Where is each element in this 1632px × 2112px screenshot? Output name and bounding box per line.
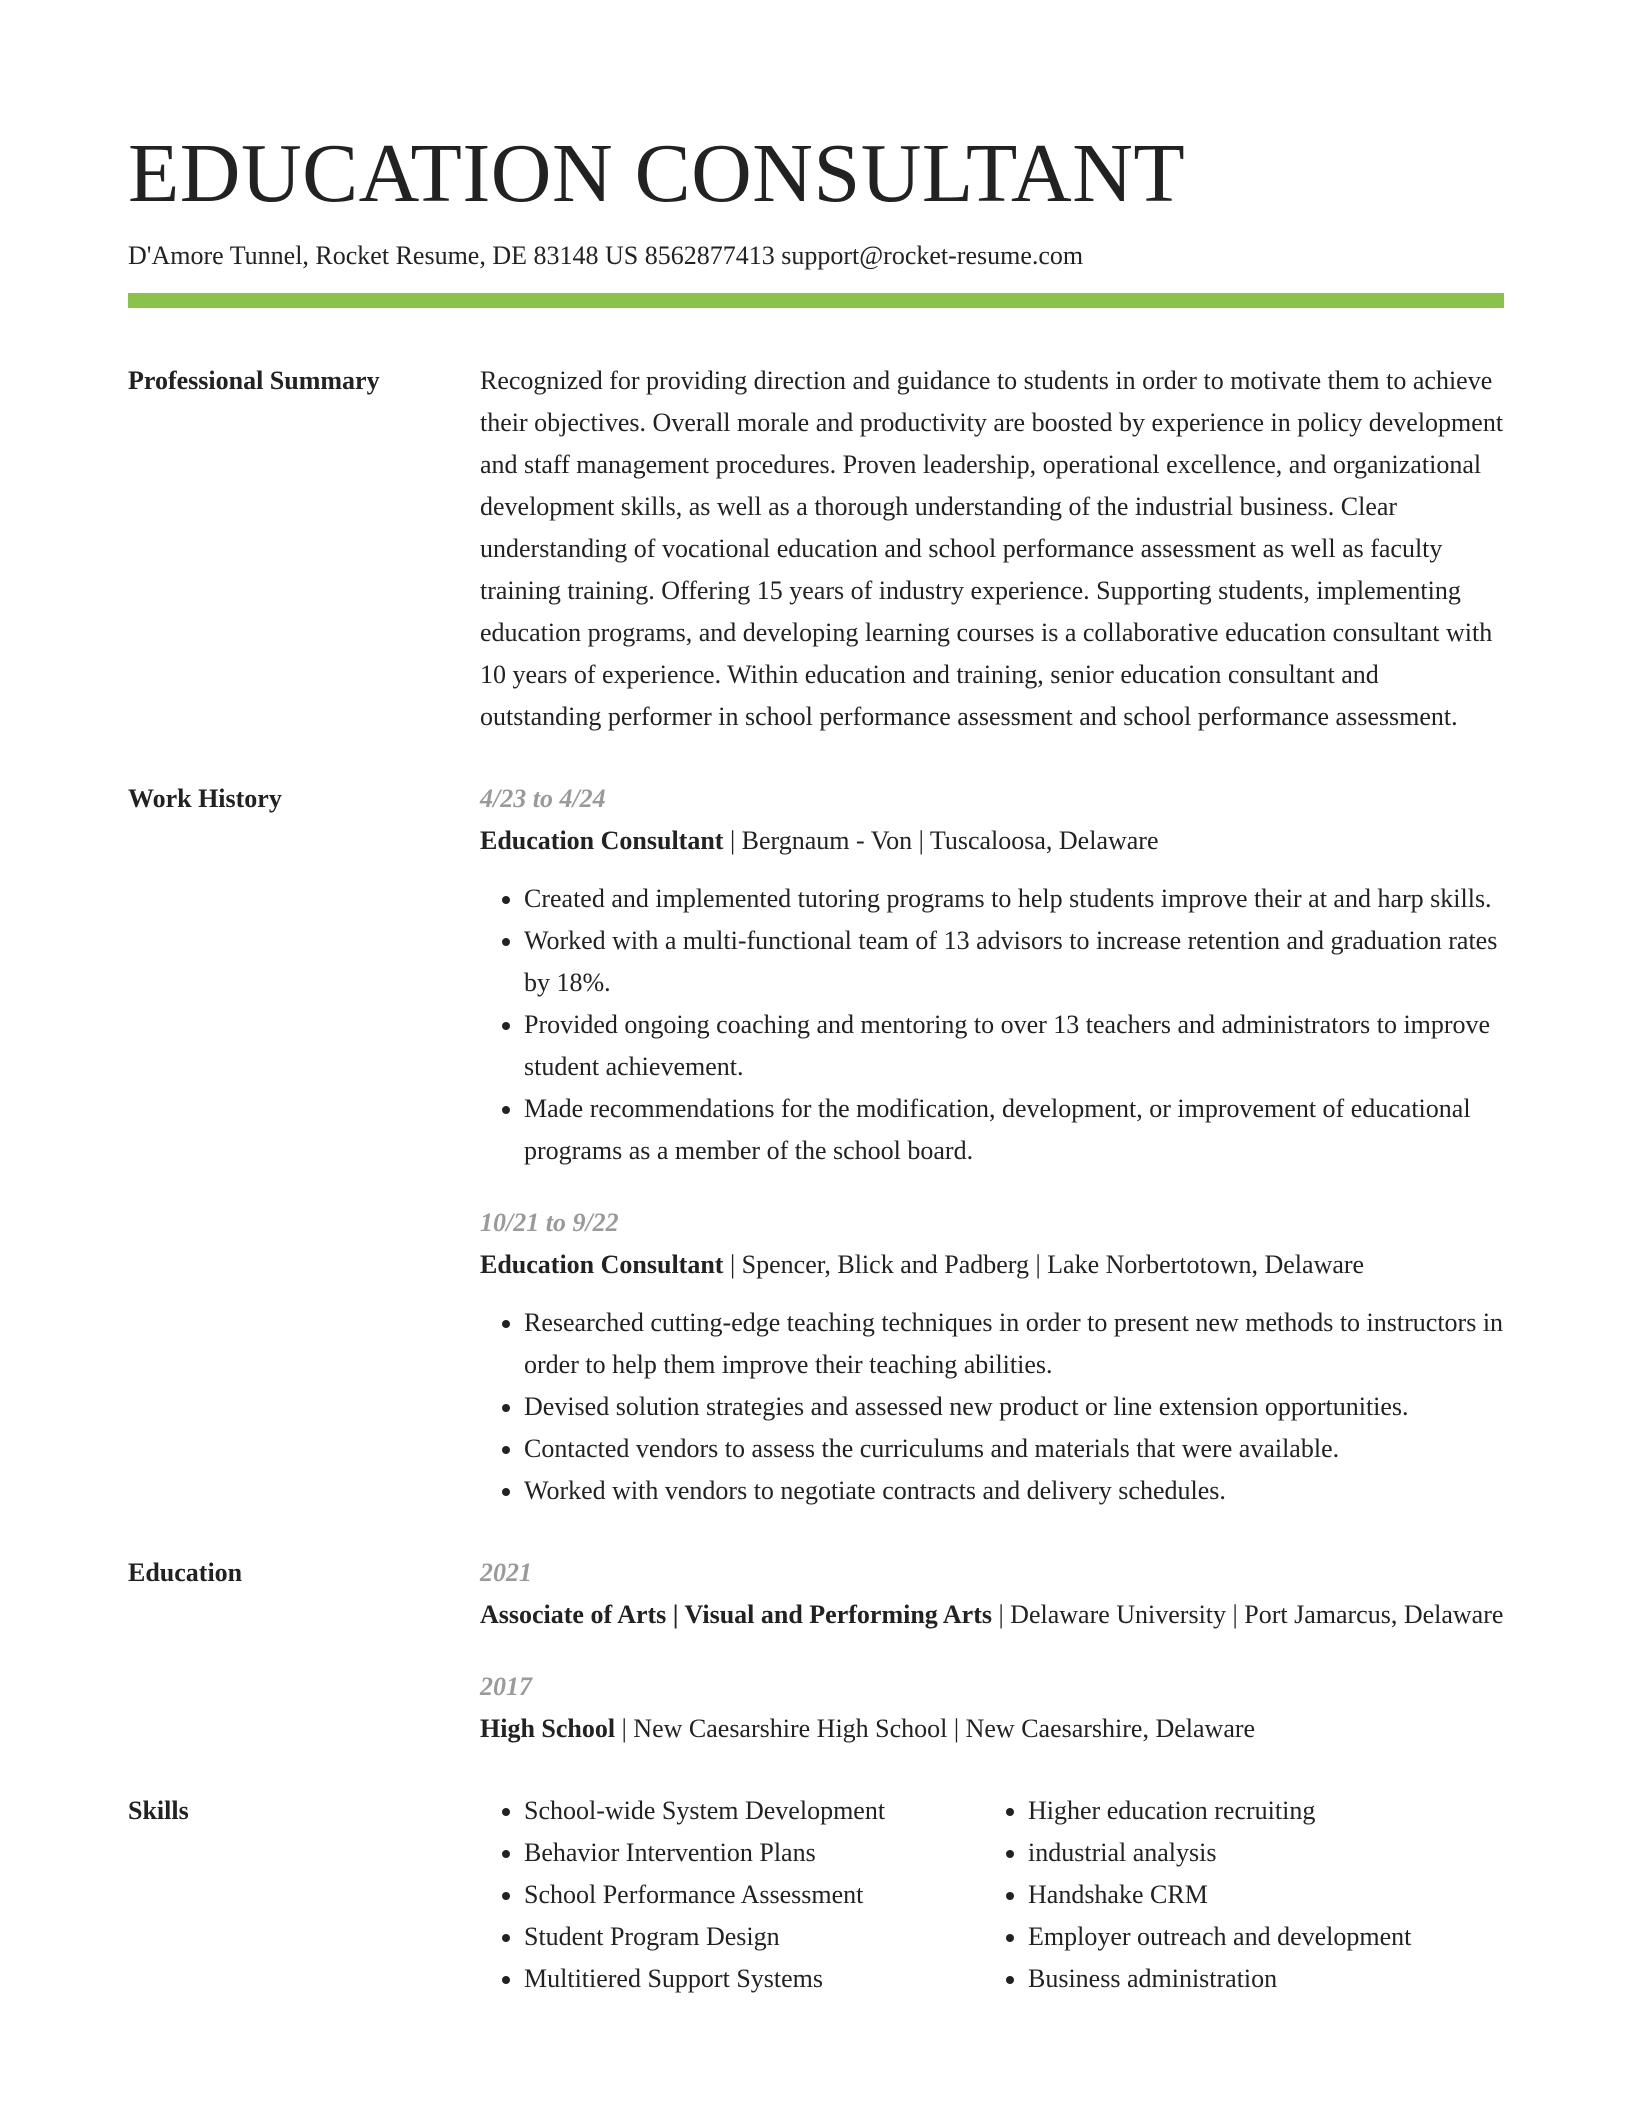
job-entry bbox=[480, 1202, 1504, 1512]
summary-title: Professional Summary bbox=[128, 366, 380, 396]
education-date: 2021 bbox=[480, 1558, 532, 1588]
skill-item: • Higher education recruiting bbox=[1028, 1790, 1528, 1832]
skill-item: • Multitiered Support Systems bbox=[524, 1958, 984, 2000]
education-date: 2017 bbox=[480, 1672, 532, 1702]
resume-page bbox=[128, 118, 1504, 2000]
job-date: 4/23 to 4/24 bbox=[480, 784, 606, 814]
job-heading bbox=[480, 1244, 1504, 1286]
summary-text: Recognized for providing direction and guidance to students in order to motivate them to achieve their objectives. Overall morale and productivity are boosted by experience in policy development and staff management procedures. Proven leadership, operational excellence, and organizational development skills, as well as a thorough understanding of the industrial business. Clear understanding of vocational education and school performance assessment as well as faculty training training. Offering 15 years of industry experience. Supporting students, implementing education programs, and developing learning courses is a collaborative education consultant with 10 years of experience. Within education and training, senior education consultant and outstanding performer in school performance assessment and school performance assessment. bbox=[480, 366, 1504, 732]
education-degree: High School bbox=[480, 1714, 616, 1744]
skills-body bbox=[480, 1790, 1528, 2000]
job-bullets bbox=[480, 1302, 1504, 1512]
skill-item: • Business administration bbox=[1028, 1958, 1528, 2000]
job-bullets bbox=[480, 878, 1504, 1172]
summary-body bbox=[480, 360, 1504, 738]
skill-item: • School-wide System Development bbox=[524, 1790, 984, 1832]
job-date: 10/21 to 9/22 bbox=[480, 1208, 619, 1238]
summary-section bbox=[128, 360, 1504, 738]
job-heading bbox=[480, 820, 1504, 862]
skills-section bbox=[128, 1790, 1504, 2000]
job-bullet: • Worked with a multi-functional team of 13 advisors to increase retention and graduation rates by 18%. bbox=[524, 920, 1504, 1004]
job-bullet: • Contacted vendors to assess the curriculums and materials that were available. bbox=[524, 1428, 1504, 1470]
job-title: Education Consultant bbox=[480, 826, 724, 856]
job-title: Education Consultant bbox=[480, 1250, 724, 1280]
education-details: | New Caesarshire High School | New Caesarshire, Delaware bbox=[615, 1714, 1256, 1744]
job-entry bbox=[480, 778, 1504, 1172]
work-history-body bbox=[480, 778, 1504, 1512]
education-body bbox=[480, 1552, 1504, 1750]
skill-item: • industrial analysis bbox=[1028, 1832, 1528, 1874]
skills-list-right bbox=[984, 1790, 1528, 2000]
education-section bbox=[128, 1552, 1504, 1750]
education-title: Education bbox=[128, 1558, 243, 1588]
work-history-section bbox=[128, 778, 1504, 1512]
job-bullet: • Created and implemented tutoring programs to help students improve their at and harp skills. bbox=[524, 878, 1504, 920]
skill-item: • Student Program Design bbox=[524, 1916, 984, 1958]
skills-list-left bbox=[480, 1790, 984, 2000]
job-details: | Spencer, Blick and Padberg | Lake Norbertotown, Delaware bbox=[723, 1250, 1365, 1280]
job-bullet: • Devised solution strategies and assessed new product or line extension opportunities. bbox=[524, 1386, 1504, 1428]
education-heading bbox=[480, 1594, 1504, 1636]
education-heading bbox=[480, 1708, 1504, 1750]
education-details: | Delaware University | Port Jamarcus, Delaware bbox=[991, 1600, 1504, 1630]
resume-name: EDUCATION CONSULTANT bbox=[128, 127, 1186, 220]
skills-title: Skills bbox=[128, 1796, 189, 1826]
job-bullet: • Worked with vendors to negotiate contracts and delivery schedules. bbox=[524, 1470, 1504, 1512]
education-entry bbox=[480, 1666, 1504, 1750]
education-degree: Associate of Arts | Visual and Performing Arts bbox=[480, 1600, 992, 1630]
contact-info: D'Amore Tunnel, Rocket Resume, DE 83148 US 8562877413 support@rocket-resume.com bbox=[128, 241, 1084, 270]
education-entry bbox=[480, 1552, 1504, 1636]
job-bullet: • Researched cutting-edge teaching techniques in order to present new methods to instructors in order to help them improve their teaching abilities. bbox=[524, 1302, 1504, 1386]
work-history-title: Work History bbox=[128, 784, 282, 814]
header-divider bbox=[128, 293, 1504, 308]
skill-item: • School Performance Assessment bbox=[524, 1874, 984, 1916]
job-details: | Bergnaum - Von | Tuscaloosa, Delaware bbox=[723, 826, 1159, 856]
job-bullet: • Made recommendations for the modification, development, or improvement of educational programs as a member of the school board. bbox=[524, 1088, 1504, 1172]
job-bullet: • Provided ongoing coaching and mentoring to over 13 teachers and administrators to improve student achievement. bbox=[524, 1004, 1504, 1088]
skill-item: • Employer outreach and development bbox=[1028, 1916, 1528, 1958]
skill-item: • Behavior Intervention Plans bbox=[524, 1832, 984, 1874]
skill-item: • Handshake CRM bbox=[1028, 1874, 1528, 1916]
